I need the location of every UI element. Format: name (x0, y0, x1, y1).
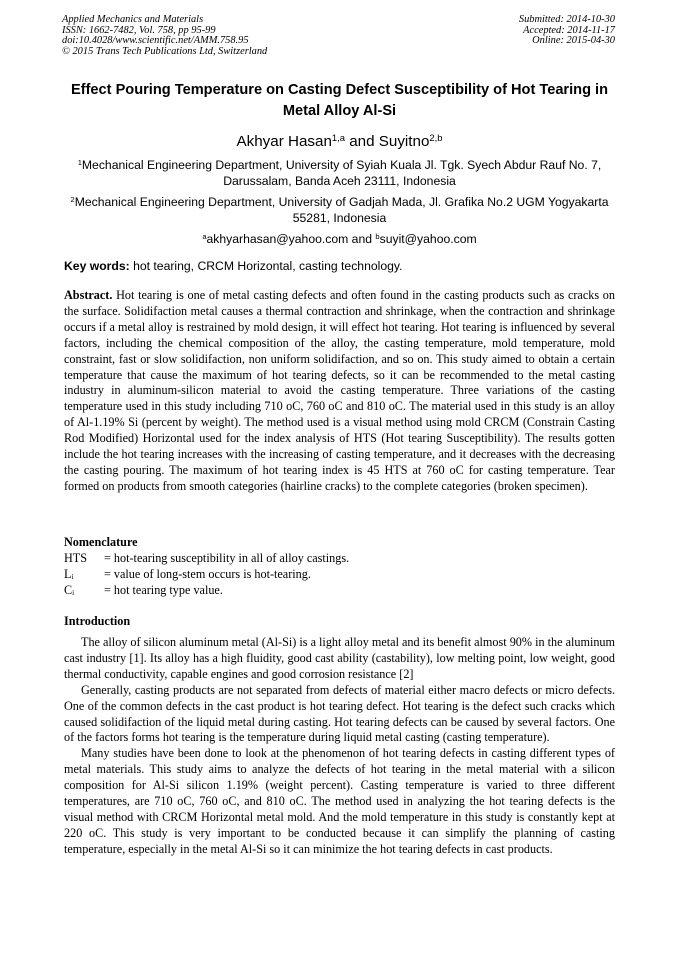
affiliation-1-mark: 1 (77, 157, 82, 167)
abstract (64, 288, 615, 495)
author-2-affil: 2,b (429, 131, 443, 143)
journal-name: Applied Mechanics and Materials (62, 14, 204, 25)
affiliation-1 (64, 157, 615, 189)
author-2: Suyitno (378, 133, 430, 150)
email-a-mark: a (202, 231, 207, 241)
author-1: Akhyar Hasan (236, 133, 332, 150)
journal-info (62, 15, 267, 57)
nomenclature-heading: Nomenclature (64, 535, 138, 549)
journal-doi: doi:10.4028/www.scientific.net/AMM.758.95 (62, 35, 249, 47)
nomenclature-symbol: Cᵢ (64, 583, 75, 597)
nomenclature-symbol: Lᵢ (64, 567, 74, 581)
affiliation-2-text: Mechanical Engineering Department, University of Gadjah Mada, Jl. Grafika No.2 UGM Yogyakarta 55281, Indonesia (74, 195, 609, 225)
affiliation-1-text: Mechanical Engineering Department, University of Syiah Kuala Jl. Tgk. Syech Abdur Rauf No. 7, Darussalam, Banda Aceh 23111, Indonesia (81, 158, 602, 188)
author-1-affil: 1,a (331, 131, 345, 143)
submitted-date: Submitted: 2014-10-30 (518, 14, 615, 25)
affiliation-2-mark: 2 (70, 194, 75, 204)
email-b[interactable]: suyit@yahoo.com (379, 232, 477, 246)
keywords-text: hot tearing, CRCM Horizontal, casting technology. (129, 259, 403, 273)
nomenclature-item (64, 550, 615, 566)
nomenclature-item (64, 566, 615, 582)
affiliation-2 (64, 194, 615, 226)
online-date: Online: 2015-04-30 (532, 35, 615, 47)
email-conjunction: and (348, 232, 376, 246)
paper-title: Effect Pouring Temperature on Casting Defect Susceptibility of Hot Tearing in Metal Alloy Al-Si (70, 82, 609, 119)
journal-issn: ISSN: 1662-7482, Vol. 758, pp 95-99 (62, 24, 216, 36)
keywords (64, 258, 615, 274)
nomenclature-item (64, 582, 615, 598)
email-b-mark: b (375, 231, 380, 241)
email-a[interactable]: akhyarhasan@yahoo.com (206, 232, 349, 246)
author-list (64, 132, 615, 152)
introduction-heading: Introduction (64, 614, 131, 628)
keywords-label: Key words: (64, 259, 130, 273)
abstract-label: Abstract. (64, 288, 113, 302)
nomenclature-definition: = value of long-stem occurs is hot-tearing. (104, 567, 311, 581)
accepted-date: Accepted: 2014-11-17 (523, 24, 615, 36)
introduction-paragraph: Generally, casting products are not separated from defects of material either macro defects or micro defects. One of the common defects in the cast product is hot tearing defect. Hot tearing is the defect such cracks which caused solidifaction of the liquid metal during casting. Hot tearing defects can be caused by several factors. One of the factors forms hot tearing is the temperature during liquid metal casting (casting temperature). (64, 682, 615, 745)
submission-dates (519, 15, 615, 47)
nomenclature-list (64, 550, 615, 598)
nomenclature-symbol: HTS (64, 551, 88, 565)
introduction-paragraph: The alloy of silicon aluminum metal (Al-Si) is a light alloy metal and its benefit almost 90% in the aluminum cast industry [1]. Its alloy has a high fluidity, good cast ability (castability), low melting point, low weight, good thermal conductivity, capable engines and good corrosion resistance [2] (64, 635, 615, 681)
journal-copyright: © 2015 Trans Tech Publications Ltd, Switzerland (62, 45, 268, 57)
author-emails (64, 231, 615, 247)
introduction-paragraph: Many studies have been done to look at the phenomenon of hot tearing defects in casting different types of metal materials. This study aims to analyze the defects of hot tearing in the metal material with a silicon composition for Al-Si silicon 1.19% (weight percent). Casting temperature is varied to three different temperatures, are 710 oC, 760 oC, and 810 oC. The method used in analyzing the hot tearing defects is the visual method with CRCM Horizontal metal mold. And the mold temperature in this study is constantly kept at 220 oC. This study is very important to be conducted because it can simplify the planning of casting temperature, especially in the metal Al-Si so it can minimize the hot tearing defects in cast products. (64, 746, 615, 856)
introduction-body (64, 635, 615, 858)
nomenclature-definition: = hot-tearing susceptibility in all of alloy castings. (104, 551, 350, 565)
author-conjunction: and (344, 133, 379, 150)
nomenclature-definition: = hot tearing type value. (104, 583, 223, 597)
abstract-text: Hot tearing is one of metal casting defects and often found in the casting products such as cracks on the surface. Solidifaction metal causes a thermal contraction and shrinkage, when the contraction and shrinkage occurs if a metal alloy is restrained by mold design, it will effect hot tearing. Hot tearing is influenced by several factors, including the chemical composition of the alloy, the casting temperature, mold temperature, mold constraint, fast or slow solidifaction, non uniform solidifaction, and so on. This study aimed to obtain a certain temperature that cause the maximum of hot tearing defects, so it can be recommended to the metal casting industry in aluminum-silicon material to avoid the casting temperature. Three variations of the casting temperature used in this study including 710 oC, 760 oC and 810 oC. The material used in this study is an alloy of Al-1.19% Si (percent by weight). The method used is a visual method using mold CRCM (Constrain Casting Rod Modified) Horizontal used for the index analysis of HTS (Hot tearing Susceptibility). The results gotten include the hot tearing increases with the increasing of casting temperature, and it decreases with the decreasing the casting pouring. The maximum of hot tearing index is 45 HTS at 760 oC for casting temperature. Tear formed on products from smooth categories (hairline cracks) to the complete categories (broken specimen). (64, 288, 615, 493)
